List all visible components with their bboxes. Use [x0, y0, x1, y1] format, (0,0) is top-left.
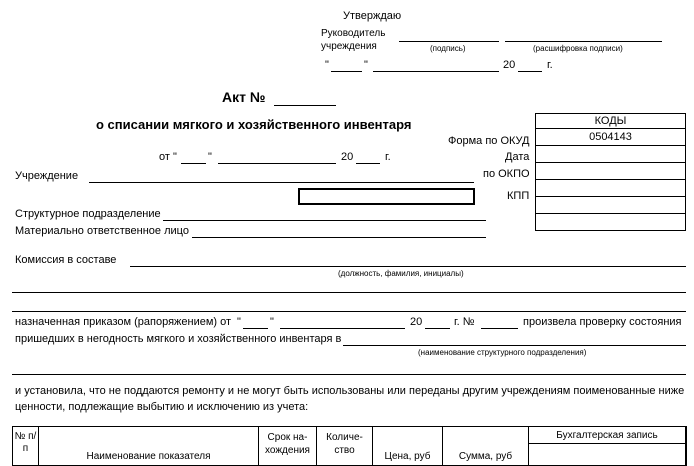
extra-code-cell-1[interactable]	[536, 214, 686, 231]
doc-date-from: от "	[159, 151, 177, 163]
act-subject: о списании мягкого и хозяйственного инвентаря	[96, 117, 412, 132]
okud-label: Форма по ОКУД	[448, 135, 530, 147]
approval-date-day-line[interactable]	[331, 71, 362, 72]
order-subdivision-caption: (наименование структурного подразделения)	[418, 348, 587, 357]
subdivision-label: Структурное подразделение	[15, 208, 161, 220]
approval-year-line[interactable]	[518, 71, 542, 72]
codes-table	[535, 113, 686, 231]
doc-year-suffix: г.	[385, 151, 391, 163]
doc-date-month-line[interactable]	[218, 163, 336, 164]
order-number-line[interactable]	[481, 328, 518, 329]
approval-head-label-1: Руководитель	[321, 28, 386, 39]
commission-line-3[interactable]	[12, 311, 686, 312]
approval-date-quote-open: "	[325, 59, 329, 71]
subdivision-line[interactable]	[163, 220, 486, 221]
kpp-code-cell[interactable]	[536, 197, 686, 214]
doc-date-quote-close: "	[208, 151, 212, 163]
approval-year-suffix: г.	[547, 59, 553, 71]
approval-year-prefix: 20	[503, 59, 516, 71]
approval-date-quote-close: "	[364, 59, 368, 71]
doc-year-prefix: 20	[341, 151, 354, 163]
order-year-line[interactable]	[425, 328, 450, 329]
items-col-term-label-1: Срок на-	[267, 432, 308, 443]
items-accounting-divider	[528, 443, 686, 444]
order-quote-close: "	[270, 316, 274, 328]
commission-caption: (должность, фамилия, инициалы)	[338, 269, 464, 278]
approval-decoding-line[interactable]	[505, 41, 662, 42]
items-col-price-label: Цена, руб	[384, 451, 431, 462]
responsible-line[interactable]	[192, 237, 486, 238]
items-col-sum-label: Сумма, руб	[458, 451, 513, 462]
codes-header: КОДЫ	[536, 114, 686, 129]
approval-head-label-2: учреждения	[321, 41, 377, 52]
responsible-label: Материально ответственное лицо	[15, 225, 189, 237]
statement-line-2: ценности, подлежащие выбытию и исключению из учета:	[15, 401, 309, 413]
order-day-line[interactable]	[243, 328, 268, 329]
items-col-name-label: Наименование показателя	[86, 451, 211, 462]
approval-date-month-line[interactable]	[373, 71, 499, 72]
commission-line[interactable]	[130, 266, 686, 267]
order-appointed-label: назначенная приказом (рапоряжением) от	[15, 316, 232, 328]
act-label: Акт №	[222, 89, 266, 105]
order-number-label: г. №	[454, 316, 475, 328]
items-col-num-label: № п/п	[14, 431, 37, 454]
approval-decoding-caption: (расшифровка подписи)	[533, 44, 623, 53]
doc-year-line[interactable]	[356, 163, 380, 164]
items-table-right-border	[686, 426, 687, 466]
institution-code-box[interactable]	[298, 188, 475, 205]
order-year-prefix: 20	[410, 316, 423, 328]
institution-line[interactable]	[89, 182, 474, 183]
items-col-term-label-2: хождения	[265, 445, 310, 456]
order-separator-line[interactable]	[12, 374, 686, 375]
approval-signature-line[interactable]	[399, 41, 499, 42]
approval-title: Утверждаю	[343, 10, 402, 22]
statement-line-1: и установила, что не поддаются ремонту и не могут быть использованы или переданы другим учреждениям поименованные ниже	[15, 385, 685, 397]
commission-line-2[interactable]	[12, 292, 686, 293]
doc-date-day-line[interactable]	[181, 163, 206, 164]
order-month-line[interactable]	[280, 328, 405, 329]
items-col-qty-label-2: ство	[334, 445, 355, 456]
order-quote-open: "	[237, 316, 241, 328]
institution-label: Учреждение	[15, 170, 79, 182]
items-col-qty-label-1: Количе-	[326, 432, 363, 443]
okud-code-cell[interactable]: 0504143	[536, 129, 686, 146]
order-line2-text: пришедших в негодность мягкого и хозяйственного инвентаря в	[15, 333, 342, 345]
date-label: Дата	[505, 151, 530, 163]
items-col-accounting-label: Бухгалтерская запись	[556, 430, 658, 441]
order-performed-text: произвела проверку состояния	[523, 316, 682, 328]
approval-signature-caption: (подпись)	[430, 44, 466, 53]
kpp-label: КПП	[507, 190, 530, 202]
okpo-code-cell[interactable]	[536, 163, 686, 180]
order-subdivision-line[interactable]	[343, 345, 686, 346]
blank-code-cell[interactable]	[536, 180, 686, 197]
okpo-label: по ОКПО	[483, 168, 530, 180]
commission-label: Комиссия в составе	[15, 254, 117, 266]
date-code-cell[interactable]	[536, 146, 686, 163]
act-number-line[interactable]	[274, 105, 336, 106]
